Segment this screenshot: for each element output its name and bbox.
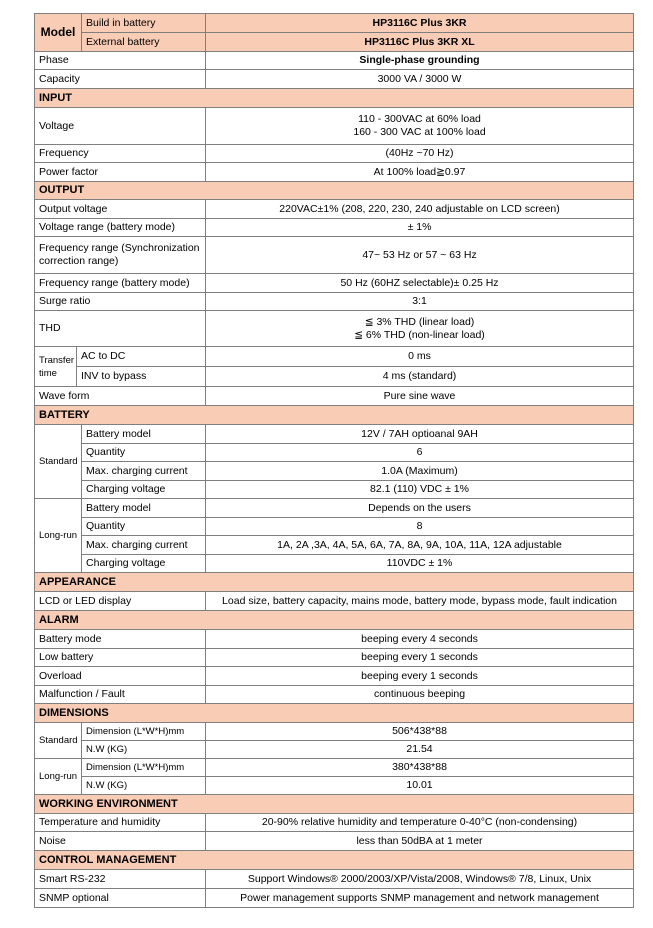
battery-standard-charging-current-label: Max. charging current: [82, 462, 206, 481]
frequency-range-sync-row: [35, 237, 634, 274]
alarm-overload-label: Overload: [35, 667, 206, 686]
battery-longrun-quantity-label: Quantity: [82, 518, 206, 536]
alarm-battery-mode-value: beeping every 4 seconds: [206, 630, 634, 649]
input-voltage-label: Voltage: [35, 108, 206, 145]
inv-to-bypass-value: 4 ms (standard): [206, 367, 634, 387]
dimensions-standard-weight-label: N.W (KG): [82, 741, 206, 759]
dimensions-section-header: DIMENSIONS: [35, 704, 634, 723]
alarm-section-header: ALARM: [35, 611, 634, 630]
environment-section-row: [35, 795, 634, 814]
battery-standard-charging-current-value: 1.0A (Maximum): [206, 462, 634, 481]
appearance-section-row: [35, 573, 634, 592]
surge-ratio-label: Surge ratio: [35, 293, 206, 311]
dimensions-longrun-weight-label: N.W (KG): [82, 777, 206, 795]
battery-longrun-charging-voltage-value: 110VDC ± 1%: [206, 555, 634, 573]
frequency-range-battery-row: [35, 274, 634, 293]
frequency-range-sync-label: Frequency range (Synchronization correction range): [35, 237, 206, 274]
battery-standard-label: Standard: [35, 425, 82, 499]
control-section-row: [35, 851, 634, 870]
dimensions-standard-label: Standard: [35, 723, 82, 759]
model-row-build-in: [35, 14, 634, 33]
battery-section-header: BATTERY: [35, 406, 634, 425]
wave-form-value: Pure sine wave: [206, 387, 634, 406]
battery-section-row: [35, 406, 634, 425]
frequency-range-battery-value: 50 Hz (60HZ selectable)± 0.25 Hz: [206, 274, 634, 293]
control-row: [35, 889, 634, 908]
snmp-value: Power management supports SNMP management and network management: [206, 889, 634, 908]
smart-rs232-label: Smart RS-232: [35, 870, 206, 889]
alarm-row: [35, 686, 634, 704]
ac-to-dc-value: 0 ms: [206, 347, 634, 367]
dimensions-longrun-size-label: Dimension (L*W*H)mm: [82, 759, 206, 777]
dimensions-standard-row: [35, 741, 634, 759]
noise-label: Noise: [35, 832, 206, 851]
dimensions-standard-size-label: Dimension (L*W*H)mm: [82, 723, 206, 741]
power-factor-value: At 100% load≧0.97: [206, 163, 634, 182]
input-voltage-line-2: 160 - 300 VAC at 100% load: [353, 126, 486, 138]
input-frequency-label: Frequency: [35, 145, 206, 163]
ac-to-dc-label: AC to DC: [77, 347, 206, 367]
battery-longrun-row: [35, 518, 634, 536]
model-label: Model: [35, 14, 82, 52]
alarm-row: [35, 649, 634, 667]
dimensions-standard-size-value: 506*438*88: [206, 723, 634, 741]
dimensions-longrun-weight-value: 10.01: [206, 777, 634, 795]
appearance-section-header: APPEARANCE: [35, 573, 634, 592]
voltage-range-row: [35, 219, 634, 237]
transfer-inv-bypass-row: [35, 367, 634, 387]
alarm-section-row: [35, 611, 634, 630]
environment-row: [35, 814, 634, 832]
phase-row: [35, 52, 634, 70]
thd-value: [206, 311, 634, 347]
input-section-row: [35, 89, 634, 108]
battery-longrun-model-label: Battery model: [82, 499, 206, 518]
display-value: Load size, battery capacity, mains mode, battery mode, bypass mode, fault indication: [206, 592, 634, 611]
dimensions-longrun-label: Long-run: [35, 759, 82, 795]
battery-longrun-row: [35, 499, 634, 518]
environment-row: [35, 832, 634, 851]
input-voltage-row: [35, 108, 634, 145]
frequency-range-sync-value: 47~ 53 Hz or 57 ~ 63 Hz: [206, 237, 634, 274]
capacity-row: [35, 70, 634, 89]
power-factor-label: Power factor: [35, 163, 206, 182]
spec-table: [34, 13, 634, 908]
output-section-header: OUTPUT: [35, 182, 634, 200]
external-battery-label: External battery: [82, 33, 206, 52]
control-row: [35, 870, 634, 889]
input-voltage-value: [206, 108, 634, 145]
temperature-humidity-value: 20-90% relative humidity and temperature 0-40°C (non-condensing): [206, 814, 634, 832]
wave-form-row: [35, 387, 634, 406]
output-voltage-value: 220VAC±1% (208, 220, 230, 240 adjustable on LCD screen): [206, 200, 634, 219]
battery-standard-model-label: Battery model: [82, 425, 206, 444]
thd-line-1: ≦ 3% THD (linear load): [364, 315, 475, 328]
output-voltage-label: Output voltage: [35, 200, 206, 219]
alarm-row: [35, 630, 634, 649]
battery-longrun-charging-current-label: Max. charging current: [82, 536, 206, 555]
battery-standard-charging-voltage-value: 82.1 (110) VDC ± 1%: [206, 481, 634, 499]
battery-standard-row: [35, 425, 634, 444]
dimensions-longrun-row: [35, 777, 634, 795]
dimensions-standard-row: [35, 723, 634, 741]
battery-standard-charging-voltage-label: Charging voltage: [82, 481, 206, 499]
display-label: LCD or LED display: [35, 592, 206, 611]
display-row: [35, 592, 634, 611]
alarm-row: [35, 667, 634, 686]
alarm-fault-value: continuous beeping: [206, 686, 634, 704]
battery-longrun-charging-current-value: 1A, 2A ,3A, 4A, 5A, 6A, 7A, 8A, 9A, 10A, 11A, 12A adjustable: [206, 536, 634, 555]
temperature-humidity-label: Temperature and humidity: [35, 814, 206, 832]
control-section-header: CONTROL MANAGEMENT: [35, 851, 634, 870]
alarm-battery-mode-label: Battery mode: [35, 630, 206, 649]
wave-form-label: Wave form: [35, 387, 206, 406]
alarm-low-battery-value: beeping every 1 seconds: [206, 649, 634, 667]
alarm-low-battery-label: Low battery: [35, 649, 206, 667]
surge-ratio-row: [35, 293, 634, 311]
battery-longrun-label: Long-run: [35, 499, 82, 573]
battery-standard-row: [35, 444, 634, 462]
input-frequency-value: (40Hz ~70 Hz): [206, 145, 634, 163]
voltage-range-label: Voltage range (battery mode): [35, 219, 206, 237]
capacity-label: Capacity: [35, 70, 206, 89]
noise-value: less than 50dBA at 1 meter: [206, 832, 634, 851]
phase-label: Phase: [35, 52, 206, 70]
output-section-row: [35, 182, 634, 200]
dimensions-longrun-row: [35, 759, 634, 777]
external-model-value: HP3116C Plus 3KR XL: [206, 33, 634, 52]
inv-to-bypass-label: INV to bypass: [77, 367, 206, 387]
environment-section-header: WORKING ENVIRONMENT: [35, 795, 634, 814]
battery-standard-row: [35, 481, 634, 499]
frequency-range-battery-label: Frequency range (battery mode): [35, 274, 206, 293]
build-in-battery-label: Build in battery: [82, 14, 206, 33]
battery-standard-quantity-value: 6: [206, 444, 634, 462]
input-frequency-row: [35, 145, 634, 163]
input-voltage-line-1: 110 - 300VAC at 60% load: [358, 113, 481, 125]
alarm-overload-value: beeping every 1 seconds: [206, 667, 634, 686]
battery-standard-model-value: 12V / 7AH optioanal 9AH: [206, 425, 634, 444]
thd-line-2: ≦ 6% THD (non-linear load): [354, 328, 485, 341]
battery-longrun-model-value: Depends on the users: [206, 499, 634, 518]
battery-longrun-row: [35, 555, 634, 573]
thd-label: THD: [35, 311, 206, 347]
build-in-model-value: HP3116C Plus 3KR: [206, 14, 634, 33]
dimensions-section-row: [35, 704, 634, 723]
transfer-time-label: Transfer time: [35, 347, 77, 387]
dimensions-longrun-size-value: 380*438*88: [206, 759, 634, 777]
battery-longrun-quantity-value: 8: [206, 518, 634, 536]
surge-ratio-value: 3:1: [206, 293, 634, 311]
smart-rs232-value: Support Windows® 2000/2003/XP/Vista/2008, Windows® 7/8, Linux, Unix: [206, 870, 634, 889]
output-voltage-row: [35, 200, 634, 219]
alarm-fault-label: Malfunction / Fault: [35, 686, 206, 704]
transfer-ac-dc-row: [35, 347, 634, 367]
dimensions-standard-weight-value: 21.54: [206, 741, 634, 759]
capacity-value: 3000 VA / 3000 W: [206, 70, 634, 89]
battery-longrun-row: [35, 536, 634, 555]
thd-row: [35, 311, 634, 347]
snmp-label: SNMP optional: [35, 889, 206, 908]
input-section-header: INPUT: [35, 89, 634, 108]
phase-value: Single-phase grounding: [206, 52, 634, 70]
battery-longrun-charging-voltage-label: Charging voltage: [82, 555, 206, 573]
battery-standard-quantity-label: Quantity: [82, 444, 206, 462]
battery-standard-row: [35, 462, 634, 481]
model-row-external: [35, 33, 634, 52]
power-factor-row: [35, 163, 634, 182]
voltage-range-value: ± 1%: [206, 219, 634, 237]
